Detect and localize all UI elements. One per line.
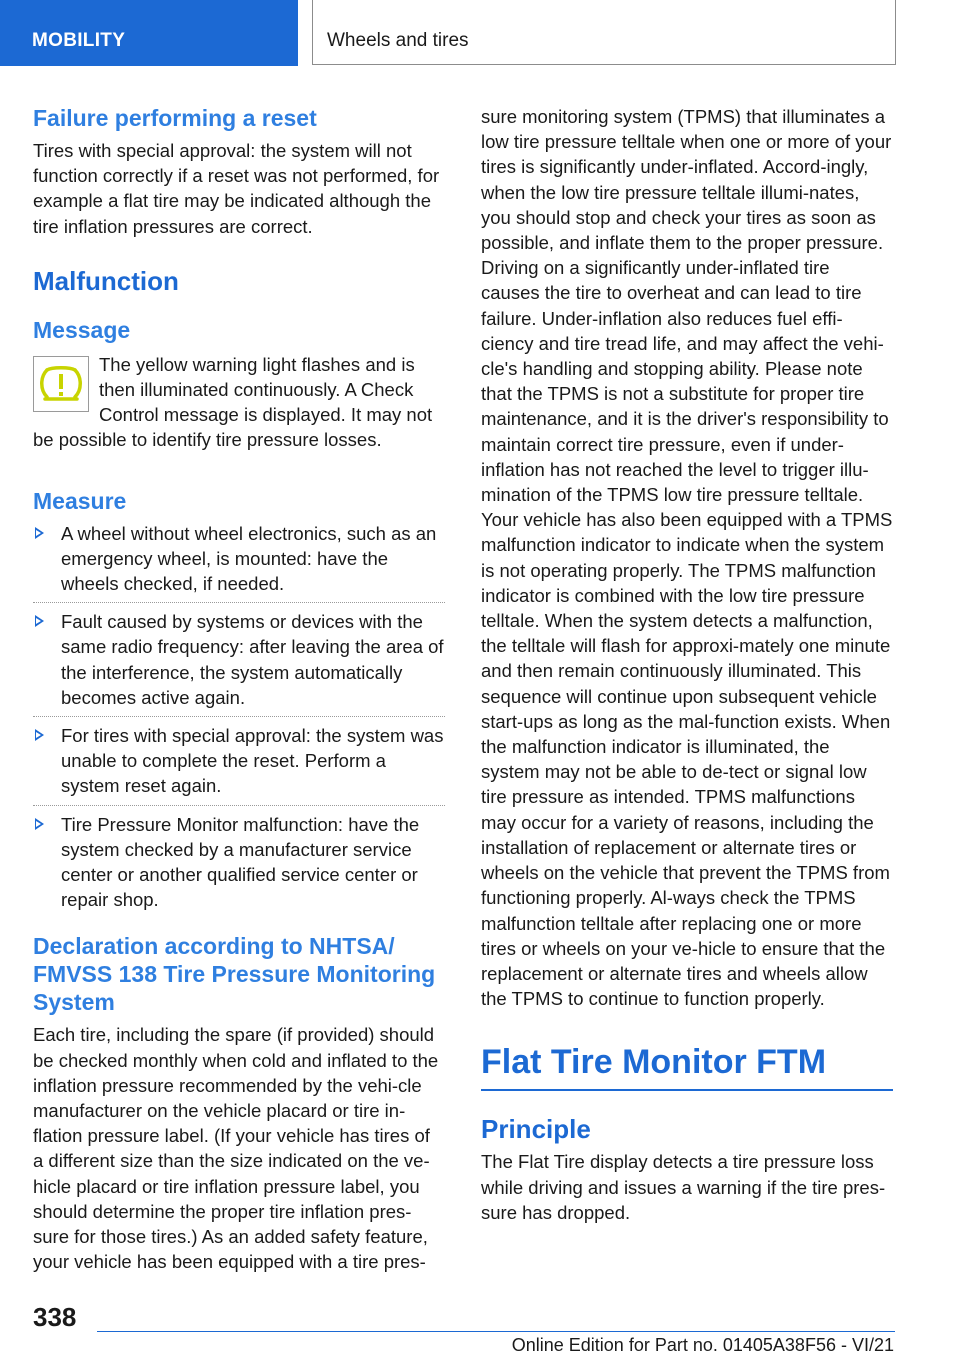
- principle-text: The Flat Tire display detects a tire pressure loss while driving and issues a warning if the tire pres-sure has dropped.: [481, 1151, 886, 1223]
- section-tab: MOBILITY: [0, 0, 298, 66]
- list-item: [33, 609, 445, 717]
- measure-item-text: For tires with special approval: the system was unable to complete the reset. Perform a system reset again.: [61, 725, 444, 797]
- triangle-bullet-icon: [35, 527, 44, 539]
- list-item: [33, 812, 445, 919]
- heading-rule: [481, 1089, 893, 1091]
- message-text: The yellow warning light flashes and is then illuminated continuously. A Check Control message is displayed. It may not be possible to identify tire pressure losses.: [33, 353, 433, 451]
- tpms-continuation-text: sure monitoring system (TPMS) that illuminates a low tire pressure telltale when one or more of your tires is significantly under-inflated. Accord-ingly, when the low tire pressure telltale illumi-nates, you should stop and check your tires as soon as possible, and inflate them to the proper pressure. Driving on a significantly under-inflated tire causes the tire to overheat and can lead to tire failure. Under-inflation also reduces fuel effi-ciency and tire tread life, and may affect the vehi-cle's handling and stopping ability. Please note that the TPMS is not a substitute for proper tire maintenance, and it is the driver's responsibility to maintain correct tire pressure, even if under-inflation has not reached the level to trigger illu-mination of the TPMS low tire pressure telltale. Your vehicle has also been equipped with a TPMS malfunction indicator to indicate when the system is not operating properly. The TPMS malfunction indicator is combined with the low tire pressure telltale. When the system detects a malfunction, the telltale will flash for approxi-mately one minute and then remain continuously illuminated. This sequence will continue upon subsequent vehicle start-ups as long as the mal-function exists. When the malfunction indicator is illuminated, the system may not be able to de-tect or signal low tire pressure as intended. TPMS malfunctions may occur for a variety of reasons, including the installation of replacement or alternate tires or wheels on the vehicle that prevent the TPMS from functioning properly. Al-ways check the TPMS malfunction telltale after replacing one or more tires or wheels on your ve-hicle to ensure that the replacement or alternate tires and wheels allow the TPMS to continue to function properly.: [481, 106, 893, 1010]
- malfunction-heading: Malfunction: [33, 265, 179, 296]
- edition-text: Online Edition for Part no. 01405A38F56 - VI/21: [511, 1335, 894, 1355]
- chapter-title: Wheels and tires: [312, 0, 896, 65]
- list-item: [33, 521, 445, 604]
- measure-item-text: Fault caused by systems or devices with the same radio frequency: after leaving the area of the interference, the system automatically becomes active again.: [61, 611, 444, 708]
- message-block: [33, 352, 445, 453]
- footer-rule: [97, 1331, 895, 1332]
- measure-heading: Measure: [33, 487, 127, 514]
- right-column: [481, 100, 893, 1225]
- declaration-heading: Declaration according to NHTSA/ FMVSS 138 Tire Pressure Monitoring System: [33, 933, 436, 1016]
- page-number: 338: [33, 1302, 77, 1332]
- triangle-bullet-icon: [35, 615, 44, 627]
- ftm-heading: Flat Tire Monitor FTM: [481, 1043, 827, 1082]
- measure-list: [33, 521, 445, 919]
- triangle-bullet-icon: [35, 729, 44, 741]
- tire-pressure-warning-icon: [33, 356, 89, 412]
- list-item: [33, 723, 445, 806]
- page-header: [0, 0, 960, 66]
- measure-item-text: A wheel without wheel electronics, such as an emergency wheel, is mounted: have the wheels checked, if needed.: [61, 522, 437, 595]
- principle-heading: Principle: [481, 1114, 591, 1145]
- message-heading: Message: [33, 316, 131, 343]
- measure-item-text: Tire Pressure Monitor malfunction: have the system checked by a manufacturer service center or another qualified service center or repair shop.: [61, 813, 420, 911]
- left-column: [33, 100, 445, 1275]
- page-footer: [0, 1290, 960, 1362]
- failure-reset-heading: Failure performing a reset: [33, 105, 317, 131]
- declaration-text: Each tire, including the spare (if provided) should be checked monthly when cold and inflated to the inflation pressure recommended by the vehi-cle manufacturer on the vehicle placard or tire in-flation pressure label. (If your vehicle has tires of a different size than the size indicated on the ve-hicle placard or tire inflation pressure label, you should determine the proper tire inflation pres-sure for those tires.) As an added safety feature, your vehicle has been equipped with a tire pres-: [33, 1024, 439, 1273]
- failure-reset-text: Tires with special approval: the system will not function correctly if a reset was not performed, for example a flat tire may be indicated although the tire inflation pressures are correct.: [33, 140, 440, 237]
- triangle-bullet-icon: [35, 818, 44, 830]
